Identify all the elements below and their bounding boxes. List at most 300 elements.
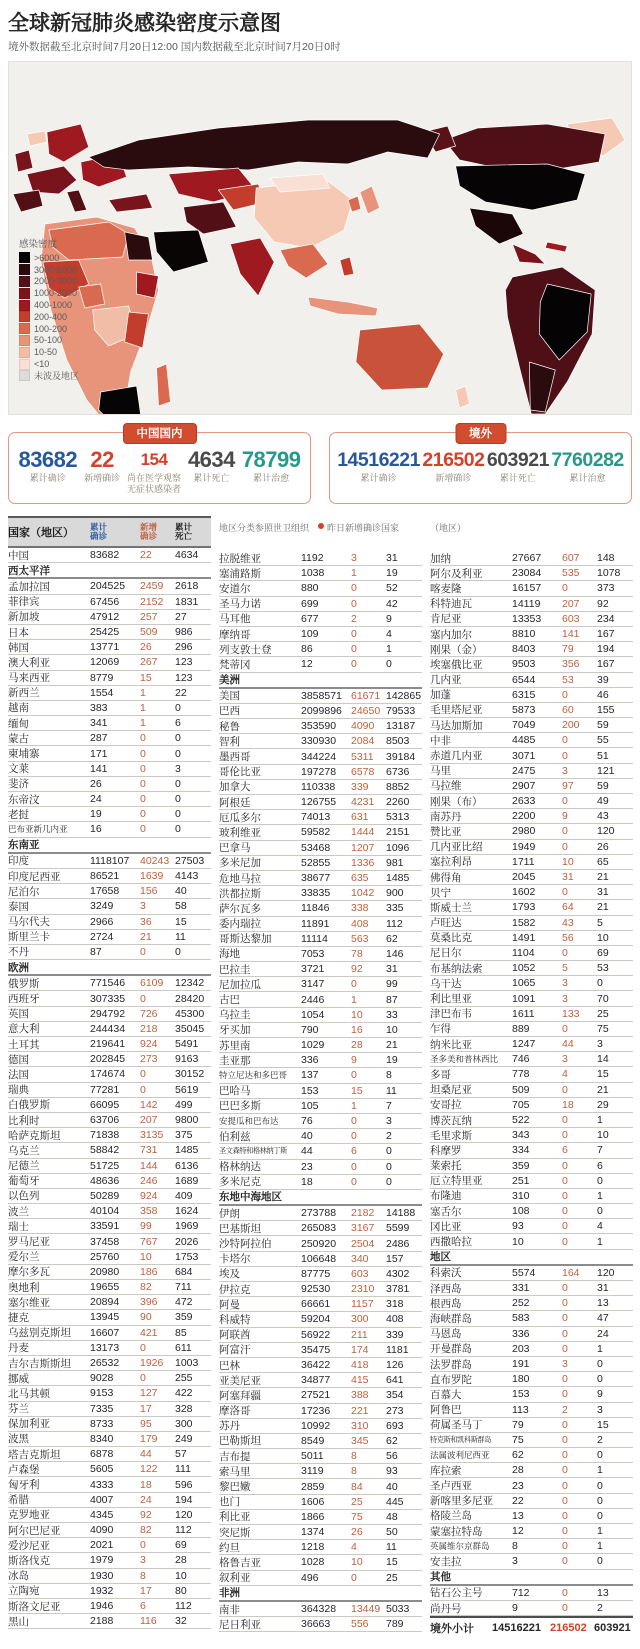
country-name: 巴勒斯坦 — [219, 1435, 261, 1448]
table-row — [430, 1463, 633, 1478]
table-row — [219, 1023, 422, 1038]
table-row — [430, 794, 633, 809]
cumulative-confirmed: 34877 — [301, 1374, 331, 1387]
cumulative-confirmed: 343 — [512, 1129, 530, 1142]
new-confirmed: 26 — [140, 641, 152, 654]
table-row — [219, 566, 422, 581]
table-row — [430, 718, 633, 733]
table-section-header — [8, 838, 211, 854]
summary-stat — [188, 448, 235, 483]
stat-label: 累计死亡 — [193, 473, 230, 483]
summary-stat — [422, 448, 484, 483]
cumulative-deaths: 0 — [175, 793, 181, 806]
cumulative-deaths: 22 — [175, 686, 187, 699]
cumulative-deaths: 1485 — [175, 1144, 199, 1157]
country-name: 伯利兹 — [219, 1130, 251, 1143]
legend-swatch — [19, 264, 30, 275]
table-row — [8, 640, 211, 655]
table-row — [8, 915, 211, 930]
country-name: 爱尔兰 — [8, 1251, 40, 1264]
cumulative-confirmed: 3249 — [90, 900, 114, 913]
table-column-1 — [8, 516, 211, 1638]
cumulative-deaths: 0 — [597, 1358, 603, 1371]
cumulative-deaths: 0 — [597, 1555, 603, 1568]
cumulative-confirmed: 1038 — [301, 567, 325, 580]
table-row — [8, 1417, 211, 1432]
country-name: 特克斯和凯科斯群岛 — [430, 1434, 492, 1444]
legend-label: 1000-2000 — [34, 288, 78, 299]
table-row — [219, 1602, 422, 1617]
cumulative-confirmed: 25760 — [90, 1250, 120, 1263]
table-row — [8, 1493, 211, 1508]
country-name: 蒙古 — [8, 732, 29, 745]
cumulative-deaths: 1181 — [386, 1343, 409, 1356]
cumulative-deaths: 46 — [597, 688, 609, 701]
cumulative-deaths: 14 — [597, 1053, 609, 1066]
country-name: 阿塞拜疆 — [219, 1389, 261, 1402]
cumulative-deaths: 3 — [386, 1115, 392, 1128]
cumulative-deaths: 92 — [597, 597, 609, 610]
summary-stat — [84, 448, 120, 483]
cumulative-deaths: 1 — [597, 1540, 603, 1553]
new-confirmed: 0 — [351, 1571, 357, 1584]
table-row — [430, 581, 633, 596]
table-row — [219, 657, 422, 672]
table-row — [8, 777, 211, 792]
cumulative-deaths: 0 — [597, 1479, 603, 1492]
cumulative-confirmed: 44 — [301, 1145, 313, 1158]
who-classification-note: 地区分类参照世卫组织 昨日新增确诊国家 — [219, 523, 400, 533]
table-row — [219, 1236, 422, 1251]
cumulative-deaths: 70 — [597, 992, 609, 1005]
country-name: 土耳其 — [8, 1038, 40, 1051]
country-name: 格鲁吉亚 — [219, 1556, 261, 1569]
table-row — [8, 716, 211, 731]
new-confirmed: 174 — [351, 1343, 369, 1356]
new-confirmed: 0 — [562, 1312, 568, 1325]
table-row — [219, 1084, 422, 1099]
cumulative-deaths: 339 — [386, 1328, 404, 1341]
table-row — [430, 946, 633, 961]
new-confirmed: 2504 — [351, 1237, 375, 1250]
table-row — [219, 977, 422, 992]
table-row — [219, 962, 422, 977]
new-confirmed: 1336 — [351, 856, 375, 869]
cumulative-confirmed: 1104 — [512, 946, 535, 959]
cumulative-deaths: 0 — [597, 1373, 603, 1386]
table-section-header — [430, 1250, 633, 1266]
table-row — [8, 1052, 211, 1067]
country-name: 阿曼 — [219, 1298, 240, 1311]
new-confirmed: 0 — [562, 734, 568, 747]
country-name: 希腊 — [8, 1494, 29, 1507]
new-confirmed: 3 — [562, 1358, 568, 1371]
cumulative-confirmed: 1979 — [90, 1554, 114, 1567]
table-row — [8, 1143, 211, 1158]
cumulative-deaths: 300 — [175, 1417, 193, 1430]
table-row — [219, 932, 422, 947]
legend-item — [19, 346, 79, 358]
country-name: 卢旺达 — [430, 917, 462, 930]
cumulative-confirmed: 331 — [512, 1282, 530, 1295]
new-confirmed: 726 — [140, 1007, 158, 1020]
cumulative-deaths: 111 — [175, 1463, 191, 1476]
cumulative-confirmed: 1711 — [512, 855, 535, 868]
table-row — [8, 1174, 211, 1189]
cumulative-deaths: 234 — [597, 612, 615, 625]
table-row — [219, 1312, 422, 1327]
cumulative-deaths: 51 — [597, 749, 609, 762]
country-name: 伊朗 — [219, 1207, 240, 1220]
new-confirmed: 0 — [562, 1174, 568, 1187]
cumulative-confirmed: 353590 — [301, 720, 337, 733]
country-name: 刚果（布） — [430, 795, 483, 808]
table-row — [430, 1159, 633, 1174]
cumulative-confirmed: 71838 — [90, 1129, 120, 1142]
table-row — [8, 976, 211, 991]
cumulative-confirmed: 26 — [90, 777, 102, 790]
cumulative-deaths: 4302 — [386, 1267, 410, 1280]
country-name: 阿鲁巴 — [430, 1404, 462, 1417]
cumulative-confirmed: 5873 — [512, 703, 536, 716]
cumulative-confirmed: 106648 — [301, 1252, 337, 1265]
cumulative-confirmed: 771546 — [90, 977, 126, 990]
country-name: 多米尼加 — [219, 857, 261, 870]
cumulative-deaths: 422 — [175, 1387, 193, 1400]
table-row — [430, 1204, 633, 1219]
new-confirmed: 1 — [351, 567, 357, 580]
country-name: 北马其顿 — [8, 1387, 50, 1400]
table-row — [430, 1113, 633, 1128]
country-name: 尼日利亚 — [219, 1618, 261, 1631]
country-name: 马里 — [430, 765, 451, 778]
header-country: 国家（地区） — [8, 527, 74, 539]
cumulative-deaths: 15 — [175, 915, 187, 928]
country-name: 喀麦隆 — [430, 582, 462, 595]
cumulative-confirmed: 141 — [90, 762, 108, 775]
country-name: 百慕大 — [430, 1388, 462, 1401]
table-row — [430, 1403, 633, 1418]
country-name: 伊拉克 — [219, 1283, 251, 1296]
new-confirmed: 1 — [351, 993, 357, 1006]
table-row — [8, 1265, 211, 1280]
table-row — [430, 703, 633, 718]
summary-stat — [18, 448, 77, 483]
new-confirmed: 415 — [351, 1374, 369, 1387]
legend-item — [19, 311, 79, 323]
new-confirmed: 56 — [562, 931, 574, 944]
table-row — [219, 1038, 422, 1053]
new-confirmed: 99 — [140, 1220, 152, 1233]
country-name: 黎巴嫩 — [219, 1481, 251, 1494]
cumulative-confirmed: 4333 — [90, 1478, 114, 1491]
table-row — [8, 1341, 211, 1356]
cumulative-confirmed: 27667 — [512, 552, 542, 565]
new-confirmed: 0 — [562, 1449, 568, 1462]
legend-swatch — [19, 311, 30, 322]
table-row — [219, 1540, 422, 1555]
cumulative-deaths: 43 — [597, 810, 609, 823]
cumulative-confirmed: 59204 — [301, 1313, 331, 1326]
new-confirmed: 0 — [351, 628, 357, 641]
cumulative-deaths: 62 — [386, 1434, 398, 1447]
table-row — [8, 1098, 211, 1113]
cumulative-deaths: 42 — [386, 597, 398, 610]
cumulative-confirmed: 62 — [512, 1449, 524, 1462]
cumulative-confirmed: 26532 — [90, 1357, 120, 1370]
country-name: 以色列 — [8, 1190, 40, 1203]
cumulative-deaths: 5033 — [386, 1603, 410, 1616]
cumulative-deaths: 39 — [597, 673, 609, 686]
cumulative-deaths: 3 — [175, 762, 181, 775]
legend-label: 100-200 — [34, 323, 68, 334]
cumulative-deaths: 25 — [597, 1007, 609, 1020]
cumulative-confirmed: 14516221 — [492, 1622, 541, 1635]
country-name: 巴拉圭 — [219, 963, 251, 976]
country-name: 塔吉克斯坦 — [8, 1448, 61, 1461]
legend-item — [19, 264, 79, 276]
cumulative-confirmed: 36663 — [301, 1618, 331, 1631]
cumulative-confirmed: 287 — [90, 732, 108, 745]
new-confirmed: 0 — [351, 1175, 357, 1188]
table-row — [430, 885, 633, 900]
cumulative-deaths: 35045 — [175, 1022, 205, 1035]
cumulative-deaths: 7 — [386, 1099, 392, 1112]
cumulative-deaths: 2618 — [175, 580, 199, 593]
country-name: 斯里兰卡 — [8, 931, 50, 944]
cumulative-confirmed: 1374 — [301, 1526, 325, 1539]
cumulative-deaths: 1 — [597, 1235, 603, 1248]
table-row — [219, 1144, 422, 1159]
cumulative-deaths: 684 — [175, 1265, 193, 1278]
cumulative-confirmed: 1192 — [301, 552, 324, 565]
cumulative-deaths: 328 — [175, 1402, 193, 1415]
cumulative-confirmed: 92530 — [301, 1283, 331, 1296]
cumulative-deaths: 499 — [175, 1098, 193, 1111]
cumulative-confirmed: 16 — [90, 823, 102, 836]
country-name: 比利时 — [8, 1114, 40, 1127]
cumulative-deaths: 167 — [597, 628, 615, 641]
table-row — [8, 1462, 211, 1477]
cumulative-confirmed: 341 — [90, 717, 108, 730]
new-confirmed: 1157 — [351, 1298, 374, 1311]
cumulative-deaths: 120 — [175, 1508, 193, 1521]
new-confirmed: 0 — [140, 732, 146, 745]
table-row — [430, 809, 633, 824]
new-confirmed: 418 — [351, 1359, 369, 1372]
table-row — [430, 1448, 633, 1463]
cumulative-deaths: 3 — [597, 1038, 603, 1051]
table-row — [430, 673, 633, 688]
country-name: 白俄罗斯 — [8, 1099, 50, 1112]
cumulative-confirmed: 171 — [90, 747, 108, 760]
cumulative-deaths: 0 — [597, 1449, 603, 1462]
new-confirmed: 0 — [140, 945, 146, 958]
new-confirmed: 0 — [562, 1525, 568, 1538]
country-name: 蒙塞拉特岛 — [430, 1525, 483, 1538]
new-confirmed: 116 — [140, 1615, 157, 1628]
cumulative-deaths: 9163 — [175, 1053, 199, 1066]
cumulative-deaths: 49 — [597, 795, 609, 808]
cumulative-confirmed: 202845 — [90, 1053, 126, 1066]
stat-label: 累计治愈 — [253, 473, 290, 483]
cumulative-confirmed: 58842 — [90, 1144, 120, 1157]
new-confirmed: 0 — [351, 582, 357, 595]
domestic-stats — [15, 448, 304, 494]
table-row — [219, 1343, 422, 1358]
legend-label: 50-100 — [34, 335, 63, 346]
cumulative-confirmed: 1247 — [512, 1038, 536, 1051]
cumulative-confirmed: 1118107 — [90, 854, 130, 867]
country-name: 泽西岛 — [430, 1282, 462, 1295]
new-confirmed: 3167 — [351, 1222, 375, 1235]
country-name: 波兰 — [8, 1205, 29, 1218]
table-row — [8, 1295, 211, 1310]
country-name: 哥斯达黎加 — [219, 933, 272, 946]
new-confirmed: 0 — [562, 688, 568, 701]
cumulative-confirmed: 74013 — [301, 811, 331, 824]
stat-label: 累计确诊 — [360, 473, 397, 483]
column-3-rows — [430, 551, 633, 1638]
country-name: 澳大利亚 — [8, 656, 50, 669]
table-row — [219, 1555, 422, 1570]
country-name: 吉布提 — [219, 1450, 251, 1463]
cumulative-confirmed: 1606 — [301, 1495, 325, 1508]
new-confirmed: 340 — [351, 1252, 369, 1265]
country-name: 境外小计 — [430, 1623, 474, 1636]
cumulative-deaths: 375 — [175, 1129, 193, 1142]
new-confirmed: 338 — [351, 902, 369, 915]
legend-item — [19, 252, 79, 264]
map-legend-items — [19, 252, 79, 382]
new-confirmed: 0 — [351, 597, 357, 610]
cumulative-deaths: 2026 — [175, 1235, 199, 1248]
cumulative-deaths: 5491 — [175, 1038, 199, 1051]
country-name: 加拿大 — [219, 781, 251, 794]
cumulative-deaths: 5313 — [386, 811, 410, 824]
cumulative-confirmed: 1029 — [301, 1039, 325, 1052]
country-name: 毛里求斯 — [430, 1129, 472, 1142]
cumulative-confirmed: 10992 — [301, 1419, 331, 1432]
table-row — [8, 1584, 211, 1599]
header-new-confirmed: 新增 确诊 — [140, 521, 158, 541]
cumulative-deaths: 155 — [597, 703, 615, 716]
cumulative-deaths: 409 — [175, 1189, 193, 1202]
legend-item — [19, 358, 79, 370]
new-confirmed: 1 — [351, 1099, 357, 1112]
country-name: 乍得 — [430, 1023, 451, 1036]
cumulative-deaths: 0 — [175, 945, 181, 958]
new-confirmed: 0 — [562, 1220, 568, 1233]
country-name: 西太平洋 — [8, 564, 50, 577]
country-name: 索马里 — [219, 1465, 251, 1478]
country-name: 圣文森特和格林纳丁斯 — [219, 1146, 287, 1156]
summary-stat — [242, 448, 301, 483]
country-name: 柬埔寨 — [8, 748, 40, 761]
legend-label: 200-400 — [34, 311, 68, 322]
new-confirmed: 61671 — [351, 689, 381, 702]
cumulative-confirmed: 1946 — [90, 1600, 114, 1613]
cumulative-deaths: 6136 — [175, 1159, 199, 1172]
table-row — [8, 1113, 211, 1128]
table-row — [8, 610, 211, 625]
new-confirmed: 53 — [562, 673, 574, 686]
cumulative-confirmed: 1054 — [301, 1008, 325, 1021]
country-name: 芬兰 — [8, 1403, 29, 1416]
table-row — [219, 1479, 422, 1494]
country-name: 非洲 — [219, 1587, 240, 1600]
cumulative-confirmed: 40 — [301, 1130, 313, 1143]
new-confirmed: 0 — [562, 1114, 568, 1127]
table-row — [430, 1052, 633, 1067]
country-name: 列支敦士登 — [219, 643, 272, 656]
cumulative-deaths: 986 — [175, 626, 193, 639]
country-name: 南苏丹 — [430, 810, 462, 823]
table-row — [8, 1159, 211, 1174]
cumulative-deaths: 359 — [175, 1311, 193, 1324]
country-name: 日本 — [8, 626, 29, 639]
country-name: 危地马拉 — [219, 872, 261, 885]
new-confirmed: 2084 — [351, 735, 375, 748]
table-row — [8, 1037, 211, 1052]
cumulative-deaths: 194 — [597, 643, 615, 656]
table-row — [8, 1234, 211, 1249]
legend-swatch — [19, 370, 30, 381]
country-name: 黑山 — [8, 1615, 29, 1628]
country-name: 沙特阿拉伯 — [219, 1238, 272, 1251]
cumulative-confirmed: 583 — [512, 1312, 530, 1325]
table-row — [430, 1372, 633, 1387]
cumulative-deaths: 99 — [386, 978, 398, 991]
summary-stat — [487, 448, 549, 483]
cumulative-deaths: 1969 — [175, 1220, 199, 1233]
table-row — [430, 1586, 633, 1601]
cumulative-confirmed: 1930 — [90, 1569, 114, 1582]
cumulative-confirmed: 334 — [512, 1144, 530, 1157]
cumulative-deaths: 11 — [386, 1084, 397, 1097]
country-name: 博茨瓦纳 — [430, 1114, 472, 1127]
table-row — [8, 1219, 211, 1234]
country-name: 毛里塔尼亚 — [430, 704, 483, 717]
country-name: 海地 — [219, 948, 240, 961]
cumulative-confirmed: 712 — [512, 1586, 530, 1599]
cumulative-confirmed: 252 — [512, 1297, 530, 1310]
new-confirmed: 10 — [351, 1008, 363, 1021]
cumulative-deaths: 1078 — [597, 567, 621, 580]
cumulative-confirmed: 19655 — [90, 1281, 120, 1294]
new-confirmed: 0 — [140, 762, 146, 775]
table-row — [219, 581, 422, 596]
cumulative-deaths: 21 — [597, 871, 609, 884]
cumulative-deaths: 789 — [386, 1618, 404, 1631]
new-confirmed: 218 — [140, 1022, 158, 1035]
new-confirmed: 0 — [562, 1282, 568, 1295]
cumulative-deaths: 9 — [386, 612, 392, 625]
new-confirmed: 0 — [562, 1297, 568, 1310]
cumulative-deaths: 5 — [597, 916, 603, 929]
overseas-stats — [336, 448, 625, 483]
cumulative-confirmed: 12 — [301, 658, 313, 671]
new-confirmed: 84 — [351, 1480, 363, 1493]
new-confirmed: 8 — [351, 1450, 357, 1463]
new-confirmed: 273 — [140, 1053, 158, 1066]
cumulative-deaths: 1 — [386, 643, 392, 656]
table-row — [430, 1311, 633, 1326]
new-confirmed: 267 — [140, 656, 158, 669]
cumulative-deaths: 641 — [386, 1374, 404, 1387]
country-name: 加纳 — [430, 552, 451, 565]
country-name: 马耳他 — [219, 613, 251, 626]
